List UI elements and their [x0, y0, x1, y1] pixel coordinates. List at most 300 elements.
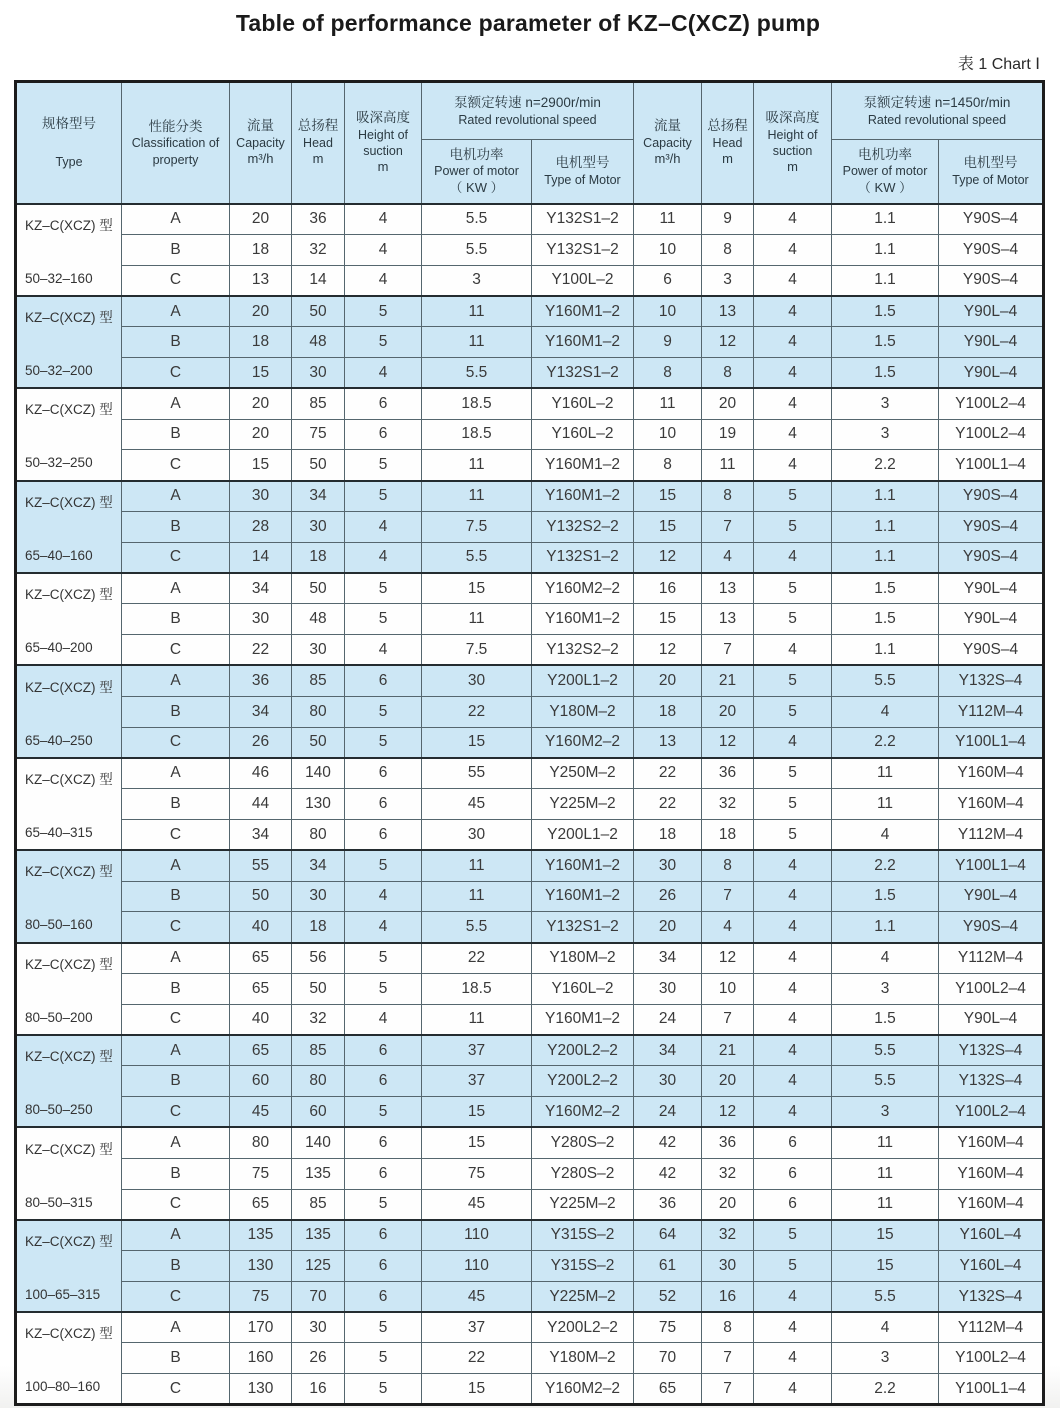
header-type-en: Type — [55, 155, 83, 170]
grade-cell: C — [122, 450, 230, 481]
power-2900-cell: 15 — [422, 1097, 532, 1128]
motor-2900-cell: Y160M2–2 — [532, 727, 634, 758]
power-2900-cell: 30 — [422, 665, 532, 696]
table-row — [16, 635, 1044, 666]
power-2900-cell: 7.5 — [422, 635, 532, 666]
head-1450-cell: 19 — [702, 419, 754, 450]
head-1450-cell: 9 — [702, 204, 754, 235]
suction-2900-cell: 6 — [345, 1158, 422, 1189]
table-body — [16, 204, 1044, 1405]
head-1450-cell: 30 — [702, 1251, 754, 1282]
header-suction-en: Height of suction — [767, 127, 818, 159]
motor-1450-cell: Y160L–4 — [939, 1220, 1044, 1251]
power-2900-cell: 11 — [422, 296, 532, 327]
motor-1450-cell: Y112M–4 — [939, 1312, 1044, 1343]
header-head-zh: 总扬程 — [707, 118, 748, 134]
suction-1450-cell: 4 — [754, 542, 832, 573]
table-row — [16, 234, 1044, 265]
head-1450-cell: 18 — [702, 819, 754, 850]
grade-cell: C — [122, 265, 230, 296]
page-title: Table of performance parameter of KZ–C(XCZ) pump — [235, 10, 821, 36]
motor-1450-cell: Y100L1–4 — [939, 850, 1044, 881]
suction-1450-cell: 6 — [754, 1189, 832, 1220]
motor-2900-cell: Y100L–2 — [532, 265, 634, 296]
capacity-2900-cell: 36 — [230, 665, 292, 696]
pump-type-cell — [16, 1035, 122, 1127]
pump-type-name: KZ–C(XCZ) 型 — [25, 956, 113, 972]
head-1450-cell: 8 — [702, 481, 754, 512]
motor-2900-cell: Y180M–2 — [532, 1343, 634, 1374]
suction-1450-cell: 4 — [754, 1097, 832, 1128]
table-row — [16, 789, 1044, 820]
table-row — [16, 1281, 1044, 1312]
table-row — [16, 1251, 1044, 1282]
motor-2900-cell: Y200L2–2 — [532, 1035, 634, 1066]
motor-1450-cell: Y100L2–4 — [939, 1097, 1044, 1128]
header-capacity-unit: m³/h — [247, 151, 274, 167]
capacity-1450-cell: 24 — [634, 1097, 702, 1128]
suction-2900-cell: 5 — [345, 481, 422, 512]
grade-cell: C — [122, 1189, 230, 1220]
power-2900-cell: 18.5 — [422, 419, 532, 450]
table-row — [16, 357, 1044, 388]
capacity-2900-cell: 40 — [230, 912, 292, 943]
grade-cell: B — [122, 511, 230, 542]
header-capacity-1450 — [634, 82, 702, 204]
power-1450-cell: 2.2 — [832, 850, 939, 881]
motor-1450-cell: Y132S–4 — [939, 665, 1044, 696]
head-2900-cell: 34 — [292, 850, 345, 881]
head-2900-cell: 32 — [292, 1004, 345, 1035]
header-suction-en: Height of suction — [357, 127, 409, 159]
header-capacity-unit: m³/h — [654, 151, 681, 167]
header-motor-zh: 电机型号 — [555, 155, 610, 171]
power-1450-cell: 1.5 — [832, 327, 939, 358]
grade-cell: B — [122, 234, 230, 265]
head-1450-cell: 20 — [702, 696, 754, 727]
head-1450-cell: 12 — [702, 727, 754, 758]
capacity-1450-cell: 12 — [634, 635, 702, 666]
motor-1450-cell: Y100L1–4 — [939, 727, 1044, 758]
grade-cell: B — [122, 1066, 230, 1097]
suction-1450-cell: 5 — [754, 665, 832, 696]
suction-1450-cell: 5 — [754, 573, 832, 604]
power-2900-cell: 11 — [422, 881, 532, 912]
table-row — [16, 265, 1044, 296]
power-2900-cell: 37 — [422, 1035, 532, 1066]
capacity-2900-cell: 18 — [230, 327, 292, 358]
header-head-en: Head — [712, 135, 743, 150]
power-1450-cell: 1.5 — [832, 573, 939, 604]
header-head-1450 — [702, 82, 754, 204]
pump-type-name: KZ–C(XCZ) 型 — [25, 1141, 113, 1157]
suction-1450-cell: 4 — [754, 973, 832, 1004]
pump-model-number: 100–65–315 — [25, 1286, 101, 1302]
pump-model-number: 65–40–160 — [25, 547, 93, 563]
table-row — [16, 419, 1044, 450]
power-2900-cell: 110 — [422, 1220, 532, 1251]
motor-1450-cell: Y90L–4 — [939, 573, 1044, 604]
head-2900-cell: 30 — [292, 881, 345, 912]
header-capacity-en: Capacity — [236, 135, 285, 150]
motor-1450-cell: Y100L2–4 — [939, 973, 1044, 1004]
motor-2900-cell: Y315S–2 — [532, 1251, 634, 1282]
capacity-1450-cell: 24 — [634, 1004, 702, 1035]
grade-cell: A — [122, 573, 230, 604]
header-motor-en: Type of Motor — [544, 172, 621, 187]
header-head-en: Head — [303, 135, 333, 150]
power-2900-cell: 5.5 — [422, 542, 532, 573]
suction-1450-cell: 4 — [754, 1004, 832, 1035]
capacity-2900-cell: 65 — [230, 943, 292, 974]
table-row — [16, 1097, 1044, 1128]
capacity-1450-cell: 8 — [634, 450, 702, 481]
head-2900-cell: 48 — [292, 327, 345, 358]
power-2900-cell: 30 — [422, 819, 532, 850]
capacity-1450-cell: 10 — [634, 296, 702, 327]
suction-1450-cell: 4 — [754, 912, 832, 943]
pump-type-name: KZ–C(XCZ) 型 — [25, 1326, 113, 1342]
capacity-1450-cell: 42 — [634, 1127, 702, 1158]
capacity-1450-cell: 12 — [634, 542, 702, 573]
suction-1450-cell: 6 — [754, 1127, 832, 1158]
head-1450-cell: 7 — [702, 881, 754, 912]
suction-1450-cell: 4 — [754, 943, 832, 974]
head-2900-cell: 16 — [292, 1374, 345, 1405]
motor-2900-cell: Y160M1–2 — [532, 604, 634, 635]
suction-2900-cell: 6 — [345, 1220, 422, 1251]
motor-2900-cell: Y160M2–2 — [532, 573, 634, 604]
suction-1450-cell: 4 — [754, 388, 832, 419]
power-2900-cell: 3 — [422, 265, 532, 296]
power-1450-cell: 2.2 — [832, 450, 939, 481]
suction-2900-cell: 5 — [345, 296, 422, 327]
suction-1450-cell: 4 — [754, 357, 832, 388]
motor-1450-cell: Y132S–4 — [939, 1066, 1044, 1097]
motor-2900-cell: Y132S2–2 — [532, 635, 634, 666]
suction-2900-cell: 6 — [345, 819, 422, 850]
capacity-1450-cell: 10 — [634, 419, 702, 450]
capacity-1450-cell: 20 — [634, 912, 702, 943]
capacity-2900-cell: 130 — [230, 1251, 292, 1282]
head-2900-cell: 48 — [292, 604, 345, 635]
head-1450-cell: 13 — [702, 573, 754, 604]
head-2900-cell: 34 — [292, 481, 345, 512]
suction-2900-cell: 5 — [345, 604, 422, 635]
suction-1450-cell: 6 — [754, 1158, 832, 1189]
grade-cell: B — [122, 789, 230, 820]
power-2900-cell: 22 — [422, 943, 532, 974]
suction-2900-cell: 4 — [345, 881, 422, 912]
suction-2900-cell: 4 — [345, 265, 422, 296]
pump-type-name: KZ–C(XCZ) 型 — [25, 402, 113, 418]
suction-2900-cell: 5 — [345, 450, 422, 481]
capacity-1450-cell: 26 — [634, 881, 702, 912]
suction-1450-cell: 5 — [754, 789, 832, 820]
head-1450-cell: 8 — [702, 357, 754, 388]
power-1450-cell: 1.1 — [832, 481, 939, 512]
suction-1450-cell: 5 — [754, 696, 832, 727]
pump-type-name: KZ–C(XCZ) 型 — [25, 1049, 113, 1065]
head-1450-cell: 7 — [702, 1343, 754, 1374]
header-suction-zh: 吸深高度 — [356, 110, 410, 126]
power-1450-cell: 11 — [832, 1189, 939, 1220]
head-2900-cell: 14 — [292, 265, 345, 296]
power-1450-cell: 3 — [832, 419, 939, 450]
motor-2900-cell: Y225M–2 — [532, 1189, 634, 1220]
head-2900-cell: 135 — [292, 1220, 345, 1251]
power-2900-cell: 55 — [422, 758, 532, 789]
motor-1450-cell: Y90L–4 — [939, 296, 1044, 327]
suction-1450-cell: 4 — [754, 327, 832, 358]
table-row — [16, 604, 1044, 635]
head-1450-cell: 16 — [702, 1281, 754, 1312]
suction-2900-cell: 5 — [345, 327, 422, 358]
table-row — [16, 1220, 1044, 1251]
pump-model-number: 80–50–200 — [25, 1009, 93, 1025]
motor-1450-cell: Y160M–4 — [939, 789, 1044, 820]
head-1450-cell: 3 — [702, 265, 754, 296]
motor-2900-cell: Y200L1–2 — [532, 665, 634, 696]
table-row — [16, 296, 1044, 327]
motor-1450-cell: Y160M–4 — [939, 1189, 1044, 1220]
table-row — [16, 450, 1044, 481]
motor-2900-cell: Y132S1–2 — [532, 542, 634, 573]
head-1450-cell: 7 — [702, 635, 754, 666]
capacity-1450-cell: 15 — [634, 481, 702, 512]
pump-type-name: KZ–C(XCZ) 型 — [25, 217, 113, 233]
motor-1450-cell: Y90S–4 — [939, 481, 1044, 512]
pump-type-name: KZ–C(XCZ) 型 — [25, 310, 113, 326]
capacity-1450-cell: 22 — [634, 789, 702, 820]
power-1450-cell: 4 — [832, 943, 939, 974]
head-1450-cell: 4 — [702, 542, 754, 573]
capacity-2900-cell: 65 — [230, 973, 292, 1004]
power-1450-cell: 11 — [832, 789, 939, 820]
motor-1450-cell: Y90L–4 — [939, 881, 1044, 912]
capacity-1450-cell: 11 — [634, 388, 702, 419]
suction-1450-cell: 5 — [754, 481, 832, 512]
capacity-2900-cell: 34 — [230, 696, 292, 727]
head-1450-cell: 11 — [702, 450, 754, 481]
table-row — [16, 204, 1044, 235]
pump-model-number: 65–40–200 — [25, 640, 93, 656]
grade-cell: B — [122, 1251, 230, 1282]
grade-cell: C — [122, 542, 230, 573]
head-2900-cell: 140 — [292, 758, 345, 789]
table-row — [16, 881, 1044, 912]
grade-cell: A — [122, 204, 230, 235]
pump-model-number: 50–32–160 — [25, 270, 93, 286]
capacity-1450-cell: 18 — [634, 819, 702, 850]
header-speed-1450-en: Rated revolutional speed — [867, 112, 1007, 127]
motor-2900-cell: Y200L2–2 — [532, 1312, 634, 1343]
head-2900-cell: 18 — [292, 542, 345, 573]
pump-model-number: 50–32–200 — [25, 363, 93, 379]
head-1450-cell: 20 — [702, 1066, 754, 1097]
table-row — [16, 542, 1044, 573]
power-1450-cell: 1.5 — [832, 881, 939, 912]
suction-1450-cell: 4 — [754, 450, 832, 481]
suction-1450-cell: 4 — [754, 850, 832, 881]
table-row — [16, 1004, 1044, 1035]
header-suction-1450 — [754, 82, 832, 204]
head-2900-cell: 32 — [292, 234, 345, 265]
capacity-2900-cell: 26 — [230, 727, 292, 758]
motor-1450-cell: Y132S–4 — [939, 1281, 1044, 1312]
motor-2900-cell: Y160M1–2 — [532, 881, 634, 912]
suction-1450-cell: 4 — [754, 1343, 832, 1374]
motor-1450-cell: Y112M–4 — [939, 943, 1044, 974]
head-2900-cell: 56 — [292, 943, 345, 974]
motor-2900-cell: Y160M1–2 — [532, 450, 634, 481]
grade-cell: B — [122, 881, 230, 912]
capacity-2900-cell: 30 — [230, 604, 292, 635]
grade-cell: C — [122, 1374, 230, 1405]
power-1450-cell: 11 — [832, 758, 939, 789]
header-speed-2900-zh: 泵额定转速 n=2900r/min — [454, 95, 601, 111]
capacity-2900-cell: 130 — [230, 1374, 292, 1405]
grade-cell: A — [122, 1127, 230, 1158]
grade-cell: B — [122, 604, 230, 635]
head-2900-cell: 50 — [292, 973, 345, 1004]
grade-cell: C — [122, 1097, 230, 1128]
head-1450-cell: 13 — [702, 604, 754, 635]
power-2900-cell: 15 — [422, 1374, 532, 1405]
header-classification-zh: 性能分类 — [148, 118, 203, 134]
suction-2900-cell: 5 — [345, 973, 422, 1004]
header-power-en: Power of motor — [434, 164, 519, 179]
head-2900-cell: 130 — [292, 789, 345, 820]
capacity-1450-cell: 61 — [634, 1251, 702, 1282]
suction-1450-cell: 5 — [754, 511, 832, 542]
head-2900-cell: 70 — [292, 1281, 345, 1312]
grade-cell: B — [122, 1158, 230, 1189]
suction-2900-cell: 5 — [345, 696, 422, 727]
capacity-1450-cell: 30 — [634, 850, 702, 881]
head-1450-cell: 36 — [702, 758, 754, 789]
power-1450-cell: 1.1 — [832, 265, 939, 296]
grade-cell: C — [122, 1281, 230, 1312]
power-2900-cell: 22 — [422, 1343, 532, 1374]
capacity-2900-cell: 34 — [230, 819, 292, 850]
capacity-2900-cell: 20 — [230, 296, 292, 327]
motor-1450-cell: Y90S–4 — [939, 204, 1044, 235]
motor-2900-cell: Y180M–2 — [532, 943, 634, 974]
motor-1450-cell: Y100L2–4 — [939, 388, 1044, 419]
pump-model-number: 80–50–250 — [25, 1102, 93, 1118]
head-2900-cell: 85 — [292, 388, 345, 419]
head-1450-cell: 7 — [702, 1004, 754, 1035]
capacity-1450-cell: 13 — [634, 727, 702, 758]
motor-2900-cell: Y132S2–2 — [532, 511, 634, 542]
power-1450-cell: 11 — [832, 1158, 939, 1189]
pump-type-cell — [16, 204, 122, 296]
power-2900-cell: 18.5 — [422, 388, 532, 419]
pump-type-name: KZ–C(XCZ) 型 — [25, 772, 113, 788]
power-1450-cell: 3 — [832, 1097, 939, 1128]
capacity-1450-cell: 30 — [634, 973, 702, 1004]
grade-cell: A — [122, 850, 230, 881]
header-speed-1450 — [832, 82, 1044, 140]
power-2900-cell: 45 — [422, 1281, 532, 1312]
suction-2900-cell: 5 — [345, 1189, 422, 1220]
suction-2900-cell: 6 — [345, 1251, 422, 1282]
capacity-2900-cell: 55 — [230, 850, 292, 881]
capacity-2900-cell: 22 — [230, 635, 292, 666]
header-capacity-zh: 流量 — [654, 118, 681, 134]
motor-2900-cell: Y160L–2 — [532, 973, 634, 1004]
power-2900-cell: 5.5 — [422, 912, 532, 943]
head-2900-cell: 80 — [292, 1066, 345, 1097]
header-head-zh: 总扬程 — [297, 118, 339, 134]
head-2900-cell: 30 — [292, 511, 345, 542]
head-1450-cell: 8 — [702, 1312, 754, 1343]
pump-performance-table — [14, 80, 1045, 1406]
pump-type-cell — [16, 296, 122, 388]
header-type-zh: 规格型号 — [42, 115, 96, 131]
power-2900-cell: 11 — [422, 481, 532, 512]
suction-1450-cell: 4 — [754, 204, 832, 235]
capacity-1450-cell: 22 — [634, 758, 702, 789]
capacity-2900-cell: 20 — [230, 388, 292, 419]
power-1450-cell: 4 — [832, 696, 939, 727]
header-capacity-zh: 流量 — [247, 118, 274, 134]
head-2900-cell: 135 — [292, 1158, 345, 1189]
head-2900-cell: 50 — [292, 296, 345, 327]
head-2900-cell: 30 — [292, 1312, 345, 1343]
motor-1450-cell: Y90S–4 — [939, 542, 1044, 573]
power-2900-cell: 15 — [422, 727, 532, 758]
capacity-1450-cell: 18 — [634, 696, 702, 727]
capacity-2900-cell: 50 — [230, 881, 292, 912]
power-1450-cell: 5.5 — [832, 1066, 939, 1097]
grade-cell: B — [122, 327, 230, 358]
power-2900-cell: 15 — [422, 573, 532, 604]
table-row — [16, 1158, 1044, 1189]
header-speed-1450-zh: 泵额定转速 n=1450r/min — [863, 95, 1011, 111]
header-classification — [122, 82, 230, 204]
power-1450-cell: 2.2 — [832, 1374, 939, 1405]
table-row — [16, 943, 1044, 974]
header-power-2900 — [422, 140, 532, 204]
grade-cell: A — [122, 943, 230, 974]
head-1450-cell: 12 — [702, 327, 754, 358]
suction-2900-cell: 5 — [345, 1374, 422, 1405]
motor-2900-cell: Y280S–2 — [532, 1127, 634, 1158]
chart-number-label: 表 1 Chart Ⅰ — [957, 56, 1040, 73]
head-2900-cell: 85 — [292, 1035, 345, 1066]
motor-1450-cell: Y100L1–4 — [939, 1374, 1044, 1405]
pump-type-name: KZ–C(XCZ) 型 — [25, 1233, 113, 1249]
header-suction-zh: 吸深高度 — [765, 110, 820, 126]
motor-1450-cell: Y90L–4 — [939, 327, 1044, 358]
power-2900-cell: 7.5 — [422, 511, 532, 542]
head-1450-cell: 12 — [702, 943, 754, 974]
grade-cell: C — [122, 727, 230, 758]
power-2900-cell: 5.5 — [422, 234, 532, 265]
power-1450-cell: 4 — [832, 819, 939, 850]
motor-2900-cell: Y160M1–2 — [532, 850, 634, 881]
suction-2900-cell: 5 — [345, 850, 422, 881]
capacity-2900-cell: 34 — [230, 573, 292, 604]
power-1450-cell: 15 — [832, 1251, 939, 1282]
motor-2900-cell: Y160L–2 — [532, 419, 634, 450]
capacity-2900-cell: 46 — [230, 758, 292, 789]
motor-1450-cell: Y160M–4 — [939, 758, 1044, 789]
capacity-1450-cell: 8 — [634, 357, 702, 388]
table-row — [16, 973, 1044, 1004]
